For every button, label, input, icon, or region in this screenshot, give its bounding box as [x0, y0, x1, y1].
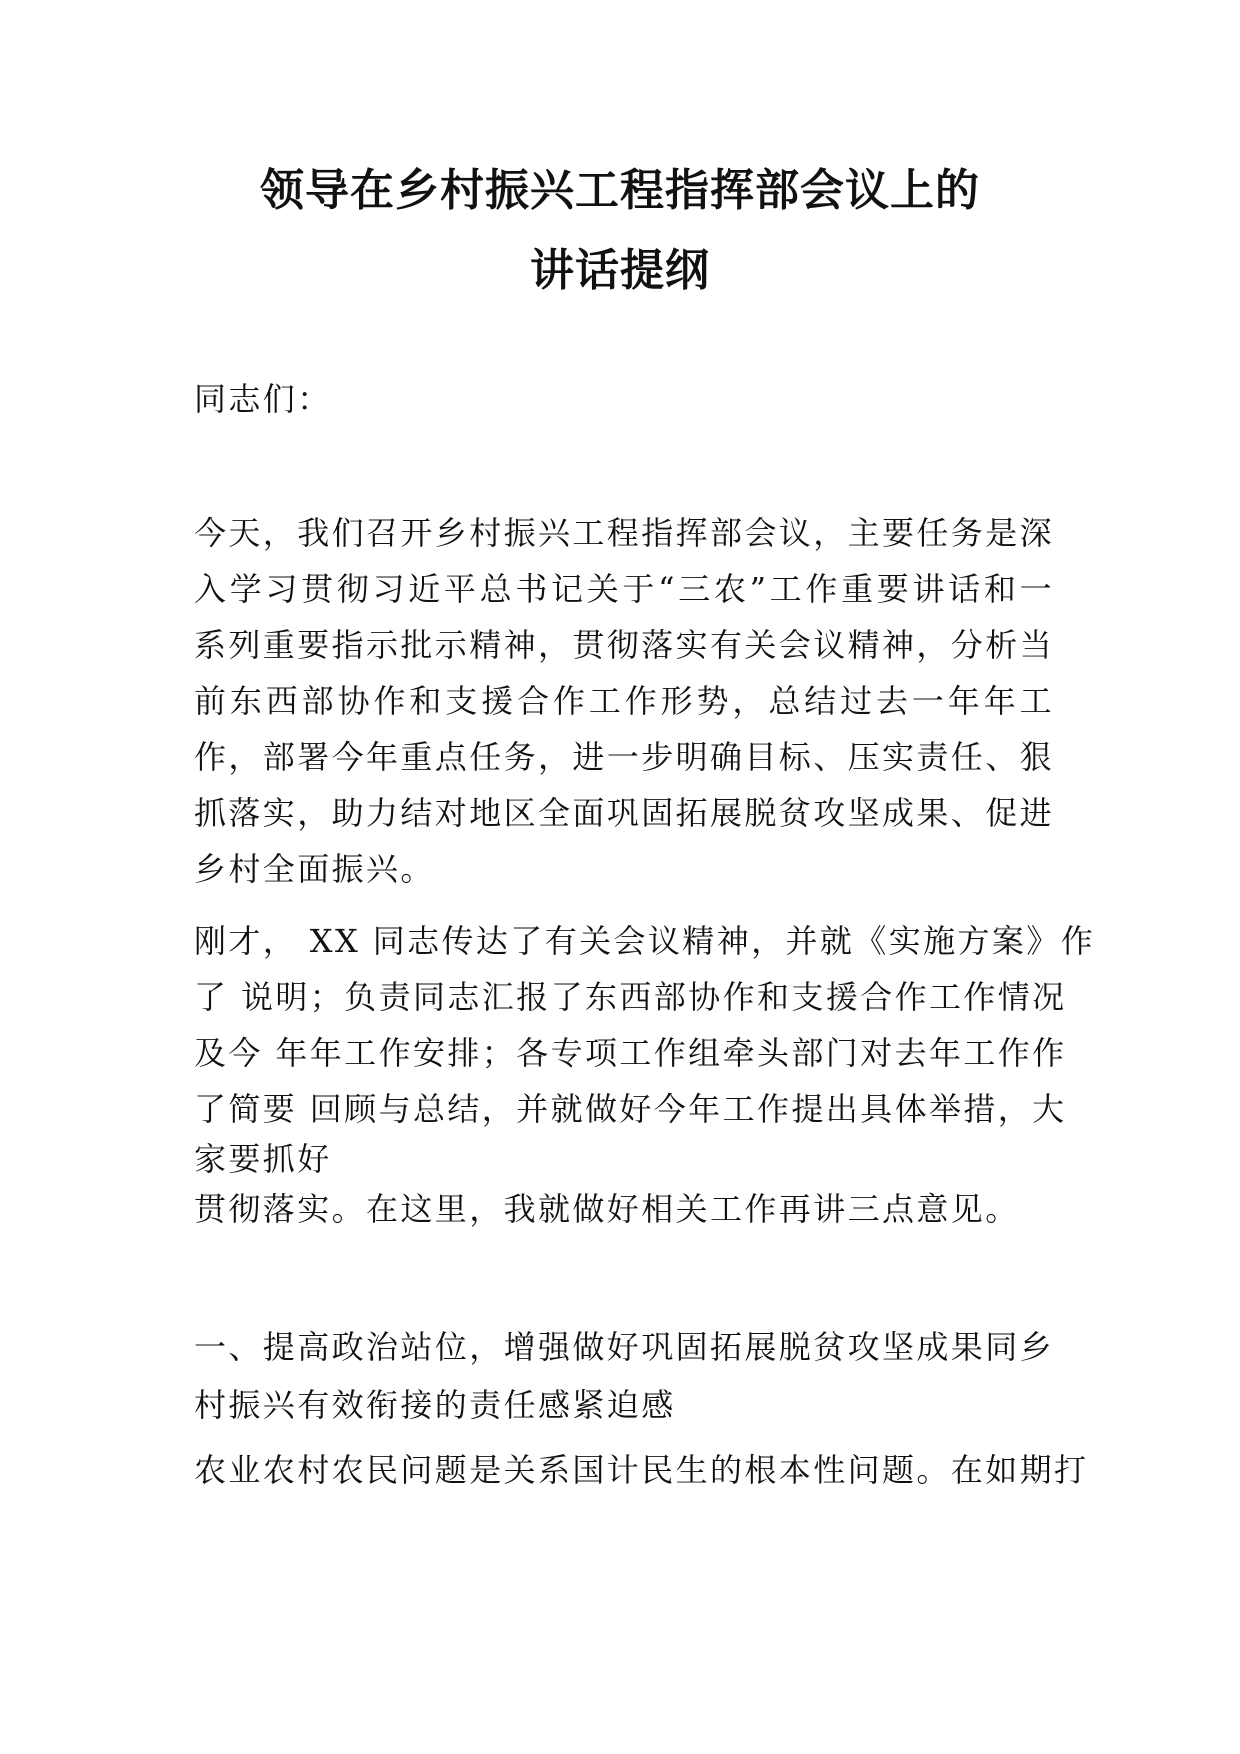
- paragraph-line: 及今 年年工作安排；各专项工作组牵头部门对去年工作作: [194, 1034, 1067, 1072]
- paragraph-line: 刚才， XX 同志传达了有关会议精神，并就《实施方案》作: [194, 922, 1096, 960]
- paragraph-section-1: 农业农村农民问题是关系国计民生的根本性问题。在如期打: [194, 1451, 1089, 1489]
- paragraph-line: 了简要 回顾与总结，并就做好今年工作提出具体举措，大: [194, 1090, 1067, 1128]
- paragraph-line: 贯彻落实。在这里，我就做好相关工作再讲三点意见。: [194, 1190, 1020, 1228]
- document-title-line-1: 领导在乡村振兴工程指挥部会议上的: [260, 165, 980, 216]
- paragraph-line: 了 说明；负责同志汇报了东西部协作和支援合作工作情况: [194, 978, 1067, 1016]
- document-title-line-2: 讲话提纲: [530, 245, 710, 296]
- salutation: 同志们：: [194, 380, 332, 418]
- section-heading-1: 一、提高政治站位，增强做好巩固拓展脱贫攻坚成果同乡村振兴有效衔接的责任感紧迫感: [194, 1328, 1055, 1424]
- paragraph-intro: 今天，我们召开乡村振兴工程指挥部会议，主要任务是深入学习贯彻习近平总书记关于“三农”工作重要讲话和一系列重要指示批示精神，贯彻落实有关会议精神，分析当前东西部协作和支援合作工作形势，总结过去一年年工作，部署今年重点任务，进一步明确目标、压实责任、狠抓落实，助力结对地区全面巩固拓展脱贫攻坚成果、促进乡村全面振兴。: [194, 514, 1055, 888]
- paragraph-reports: [194, 913, 1096, 1237]
- paragraph-line: 家要抓好: [194, 1140, 332, 1178]
